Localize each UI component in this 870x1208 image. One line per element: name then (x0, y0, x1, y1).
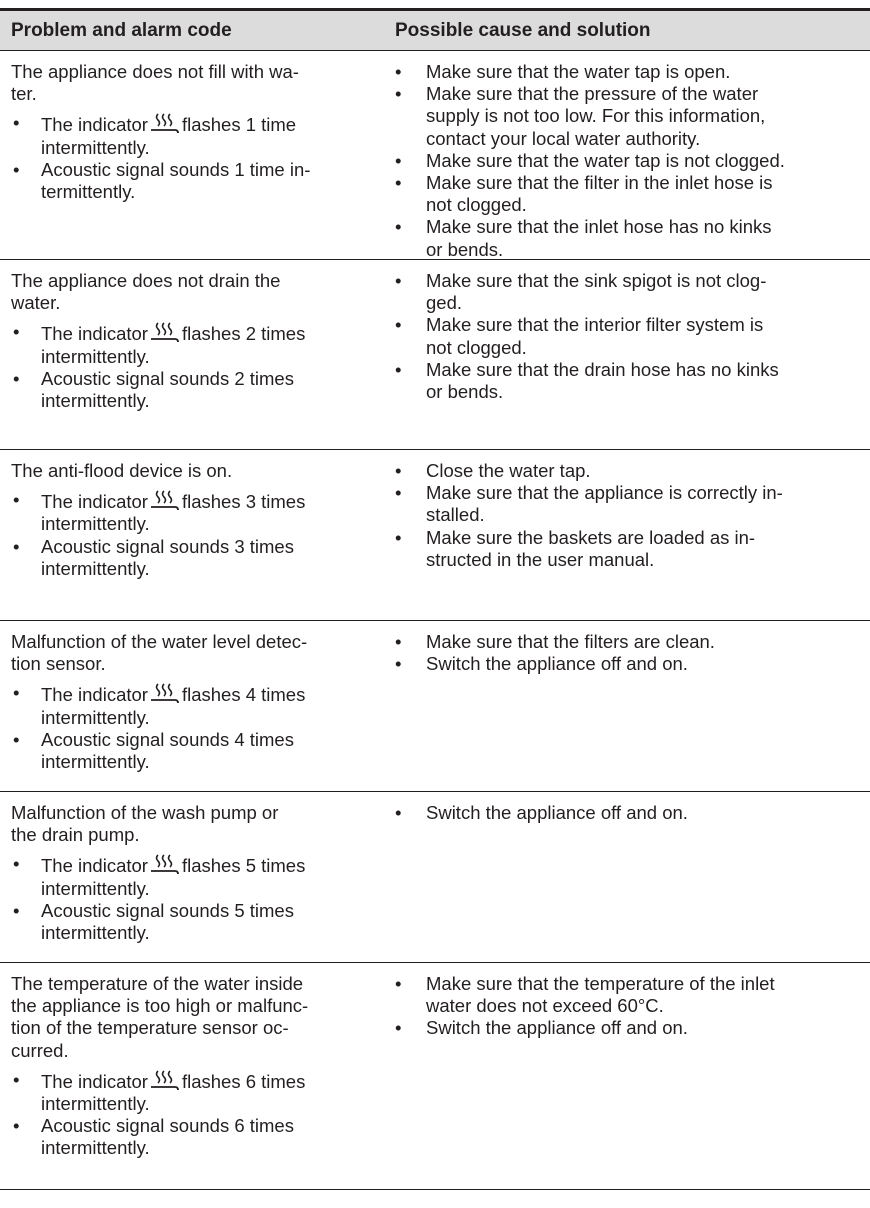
solution-item (395, 61, 865, 83)
bullet: • (395, 61, 402, 82)
text-line: The indicator (41, 1070, 148, 1092)
alarm-code-item (11, 729, 386, 773)
bullet: • (13, 489, 20, 511)
text-line: flashes 6 times (181, 1070, 306, 1092)
text-line: flashes 1 time (181, 114, 297, 136)
table-row (0, 963, 870, 1190)
bullet: • (395, 358, 402, 380)
alarm-code-item (11, 489, 386, 535)
bullet: • (13, 158, 20, 180)
text-line: The indicator (41, 684, 148, 706)
text-line: contact your local water authority. (426, 127, 701, 149)
alarm-code-item (11, 1069, 386, 1115)
text-line: Make sure that the drain hose has no kinks (426, 358, 779, 380)
solution-item (395, 172, 865, 216)
problem-cell (11, 802, 386, 944)
text-line: flashes 5 times (181, 855, 306, 877)
text-line: stalled. (426, 504, 485, 526)
text-line: Make sure that the water tap is open. (426, 61, 731, 82)
problem-description (11, 973, 386, 1062)
table-row (0, 260, 870, 450)
bullet: • (395, 482, 402, 504)
alarm-code-item (11, 321, 386, 367)
text-line: intermittently. (41, 1093, 150, 1115)
text-line: intermittently. (41, 877, 150, 899)
text-line: Make sure that the inlet hose has no kinks (426, 216, 772, 238)
text-line: flashes 3 times (181, 491, 306, 513)
text-line: Switch the appliance off and on. (426, 802, 688, 823)
text-line: The indicator (41, 114, 148, 136)
solution-item (395, 802, 865, 824)
alarm-code-item (11, 682, 386, 728)
alarm-code-item (11, 536, 386, 580)
solution-item (395, 631, 865, 653)
alarm-code-list (11, 682, 386, 773)
bullet: • (13, 682, 20, 704)
text-line: intermittently. (41, 706, 150, 728)
alarm-code-item (11, 112, 386, 158)
problem-cell (11, 61, 386, 203)
header-solution: Possible cause and solution (395, 20, 651, 41)
text-line: Malfunction of the wash pump or (11, 802, 279, 823)
heat-steam-icon (150, 112, 180, 136)
bullet: • (13, 728, 20, 750)
text-line: The anti-flood device is on. (11, 460, 233, 481)
text-line: flashes 4 times (181, 684, 306, 706)
alarm-code-list (11, 321, 386, 412)
solution-item (395, 314, 865, 358)
text-line: intermittently. (41, 922, 150, 944)
text-line: the appliance is too high or malfunc- (11, 995, 309, 1017)
problem-description (11, 61, 386, 105)
text-line: intermittently. (41, 751, 150, 773)
text-line: intermittently. (41, 557, 150, 579)
bullet: • (13, 321, 20, 343)
bullet: • (13, 367, 20, 389)
bullet: • (395, 631, 402, 652)
header-problem: Problem and alarm code (11, 20, 232, 41)
text-line: Make sure that the pressure of the water (426, 83, 759, 105)
alarm-code-item (11, 900, 386, 944)
solution-cell (395, 631, 865, 675)
problem-description (11, 802, 386, 846)
text-line: Acoustic signal sounds 1 time in- (41, 158, 311, 180)
text-line: Make sure that the water tap is not clogged. (426, 149, 785, 171)
text-line: Acoustic signal sounds 5 times (41, 899, 294, 921)
text-line: intermittently. (41, 390, 150, 412)
solution-item (395, 653, 865, 675)
alarm-code-list (11, 489, 386, 580)
problem-cell (11, 460, 386, 580)
text-line: not clogged. (426, 194, 527, 216)
alarm-code-list (11, 112, 386, 203)
text-line: Make sure that the temperature of the inlet (426, 973, 775, 994)
solution-cell (395, 270, 865, 403)
text-line: Acoustic signal sounds 3 times (41, 535, 294, 557)
solution-cell (395, 973, 865, 1040)
solution-item (395, 150, 865, 172)
alarm-code-item (11, 853, 386, 899)
text-line: intermittently. (41, 345, 150, 367)
text-line: Switch the appliance off and on. (426, 653, 688, 675)
bullet: • (395, 83, 402, 105)
heat-steam-icon (150, 853, 180, 877)
solution-item (395, 359, 865, 403)
bullet: • (13, 853, 20, 875)
text-line: Malfunction of the water level detec- (11, 631, 308, 652)
solution-list (395, 802, 865, 824)
alarm-code-item (11, 159, 386, 203)
heat-steam-icon (150, 489, 180, 513)
solution-list (395, 631, 865, 675)
solution-list (395, 61, 865, 261)
solution-item (395, 973, 865, 1017)
problem-cell (11, 631, 386, 773)
table-row (0, 51, 870, 260)
bullet: • (13, 1068, 20, 1090)
bullet: • (395, 1017, 402, 1039)
solution-item (395, 270, 865, 314)
text-line: intermittently. (41, 513, 150, 535)
text-line: flashes 2 times (181, 323, 306, 345)
text-line: The indicator (41, 855, 148, 877)
table-row (0, 450, 870, 621)
text-line: Acoustic signal sounds 4 times (41, 728, 294, 750)
alarm-code-list (11, 853, 386, 944)
problem-description (11, 270, 386, 314)
solution-cell (395, 802, 865, 824)
text-line: intermittently. (41, 136, 150, 158)
solution-item (395, 83, 865, 150)
alarm-code-item (11, 368, 386, 412)
bullet: • (395, 270, 402, 291)
text-line: Acoustic signal sounds 2 times (41, 367, 294, 389)
solution-item (395, 1017, 865, 1039)
solution-item (395, 482, 865, 526)
bullet: • (13, 535, 20, 557)
text-line: The appliance does not drain the (11, 270, 281, 291)
text-line: The appliance does not fill with wa- (11, 61, 299, 82)
text-line: Make sure that the appliance is correctly in- (426, 482, 783, 504)
solution-item (395, 527, 865, 571)
bullet: • (395, 149, 402, 171)
solution-list (395, 973, 865, 1040)
bullet: • (395, 172, 402, 194)
solution-list (395, 270, 865, 403)
text-line: or bends. (426, 381, 504, 403)
text-line: not clogged. (426, 336, 527, 358)
solution-cell (395, 460, 865, 571)
bullet: • (395, 460, 402, 481)
bullet: • (395, 216, 402, 238)
text-line: The indicator (41, 491, 148, 513)
bullet: • (395, 314, 402, 336)
solution-item (395, 460, 865, 482)
text-line: intermittently. (41, 1137, 150, 1159)
bullet: • (395, 653, 402, 675)
text-line: termittently. (41, 181, 136, 203)
text-line: curred. (11, 1039, 69, 1061)
text-line: ter. (11, 83, 37, 105)
solution-item (395, 216, 865, 260)
text-line: The temperature of the water inside (11, 973, 304, 994)
solution-cell (395, 61, 865, 261)
text-line: water does not exceed 60°C. (426, 995, 664, 1017)
problem-cell (11, 973, 386, 1160)
text-line: The indicator (41, 323, 148, 345)
bullet: • (395, 973, 402, 994)
text-line: the drain pump. (11, 824, 140, 846)
table-body (0, 51, 870, 1190)
text-line: ged. (426, 292, 463, 314)
alarm-code-list (11, 1069, 386, 1160)
alarm-code-item (11, 1115, 386, 1159)
text-line: Make sure that the interior filter system is (426, 314, 764, 336)
heat-steam-icon (150, 1069, 180, 1093)
text-line: Make sure that the filter in the inlet hose is (426, 172, 773, 194)
bullet: • (13, 112, 20, 134)
text-line: Switch the appliance off and on. (426, 1017, 688, 1039)
problem-description (11, 460, 386, 482)
problem-cell (11, 270, 386, 412)
heat-steam-icon (150, 682, 180, 706)
bullet: • (395, 526, 402, 548)
text-line: Acoustic signal sounds 6 times (41, 1115, 294, 1137)
problem-description (11, 631, 386, 675)
table-header (0, 8, 870, 51)
heat-steam-icon (150, 321, 180, 345)
text-line: Make sure that the sink spigot is not clog- (426, 270, 767, 291)
troubleshooting-table (0, 8, 870, 1190)
bullet: • (395, 802, 402, 823)
solution-list (395, 460, 865, 571)
text-line: supply is not too low. For this information, (426, 105, 766, 127)
table-row (0, 792, 870, 963)
text-line: Make sure the baskets are loaded as in- (426, 526, 756, 548)
bullet: • (13, 899, 20, 921)
text-line: or bends. (426, 238, 504, 260)
text-line: Close the water tap. (426, 460, 591, 481)
text-line: water. (11, 292, 61, 314)
table-row (0, 621, 870, 792)
text-line: tion of the temperature sensor oc- (11, 1017, 289, 1039)
text-line: tion sensor. (11, 653, 106, 675)
text-line: structed in the user manual. (426, 548, 655, 570)
bullet: • (13, 1115, 20, 1137)
text-line: Make sure that the filters are clean. (426, 631, 715, 652)
